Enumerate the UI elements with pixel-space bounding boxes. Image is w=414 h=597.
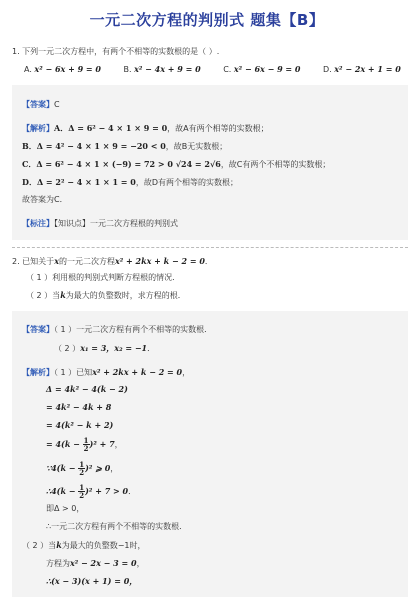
q1-analysis-d: D．Δ = 2² − 4 × 1 × 1 = 0，故D有两个相等的实数根；: [22, 177, 239, 187]
option-a[interactable]: A. x² − 6x + 9 = 0: [24, 64, 101, 74]
question-1-stem: 1. 下列一元二次方程中，有两个不相等的实数根的是（ ）.: [12, 47, 220, 56]
q1-analysis-b: B．Δ = 4² − 4 × 1 × 9 = −20 < 0，故B无实数根；: [22, 141, 228, 151]
q2-step-1: Δ = 4k² − 4(k − 2): [46, 384, 128, 394]
q2-analysis-2: （ 2 ）当k为最大的负整数−1时，: [22, 540, 146, 550]
fraction-half: $\frac{1}{2}$: [79, 460, 85, 477]
q2-analysis-2-line-2: 方程为x² − 2x − 3 = 0，: [46, 558, 145, 568]
q1-analysis-a: 【解析】A．Δ = 6² − 4 × 1 × 9 = 0，故A有两个相等的实数根；: [22, 123, 269, 133]
q2-analysis-1: 【解析】（ 1 ）已知x² + 2kx + k − 2 = 0，: [22, 367, 191, 377]
page-title: 一元二次方程的判别式 题集【B】: [89, 11, 325, 29]
q1-conclusion: 故答案为C．: [22, 195, 68, 204]
q2-answer-1: 【答案】（ 1 ）一元二次方程有两个不相等的实数根．: [22, 325, 213, 334]
fraction-half: $\frac{1}{2}$: [79, 483, 85, 500]
q2-step-7: 即Δ > 0，: [46, 504, 85, 513]
question-2-part-1: （ 1 ）利用根的判别式判断方程根的情况．: [26, 273, 181, 282]
q1-answer: 【答案】C: [22, 100, 60, 109]
q2-answer-2: （ 2 ）x₁ = 3，x₂ = −1．: [54, 343, 156, 353]
q1-note: 【标注】【知识点】一元二次方程根的判别式: [22, 219, 178, 228]
q2-step-6: ∴4(k − $\frac{1}{2}$ )² + 7 > 0．: [46, 483, 137, 500]
q1-analysis-c: C．Δ = 6² − 4 × 1 × (−9) = 72 > 0 √24 = 2√6，故C有两个不相等的实数根；: [22, 159, 331, 169]
option-c[interactable]: C. x² − 6x − 9 = 0: [223, 64, 301, 74]
q2-step-2: = 4k² − 4k + 8: [46, 402, 112, 412]
option-d[interactable]: D. x² − 2x + 1 = 0: [323, 64, 401, 74]
question-2-stem: 2. 已知关于x的一元二次方程x² + 2kx + k − 2 = 0．: [12, 256, 213, 266]
divider: [12, 247, 408, 248]
q2-step-8: ∴一元二次方程有两个不相等的实数根．: [46, 522, 188, 531]
q2-step-5: ∵4(k − $\frac{1}{2}$ )² ⩾ 0，: [46, 460, 119, 477]
question-2-part-2: （ 2 ）当k为最大的负整数时，求方程的根．: [26, 290, 186, 300]
question-1-options: [24, 64, 414, 74]
option-b[interactable]: B. x² − 4x + 9 = 0: [123, 64, 201, 74]
fraction-half: $\frac{1}{2}$: [83, 436, 89, 453]
q2-step-3: = 4(k² − k + 2): [46, 420, 114, 430]
q2-analysis-2-line-3: ∴(x − 3)(x + 1) = 0，: [46, 576, 138, 586]
q2-step-4: = 4(k − $\frac{1}{2}$ )² + 7，: [46, 436, 123, 453]
